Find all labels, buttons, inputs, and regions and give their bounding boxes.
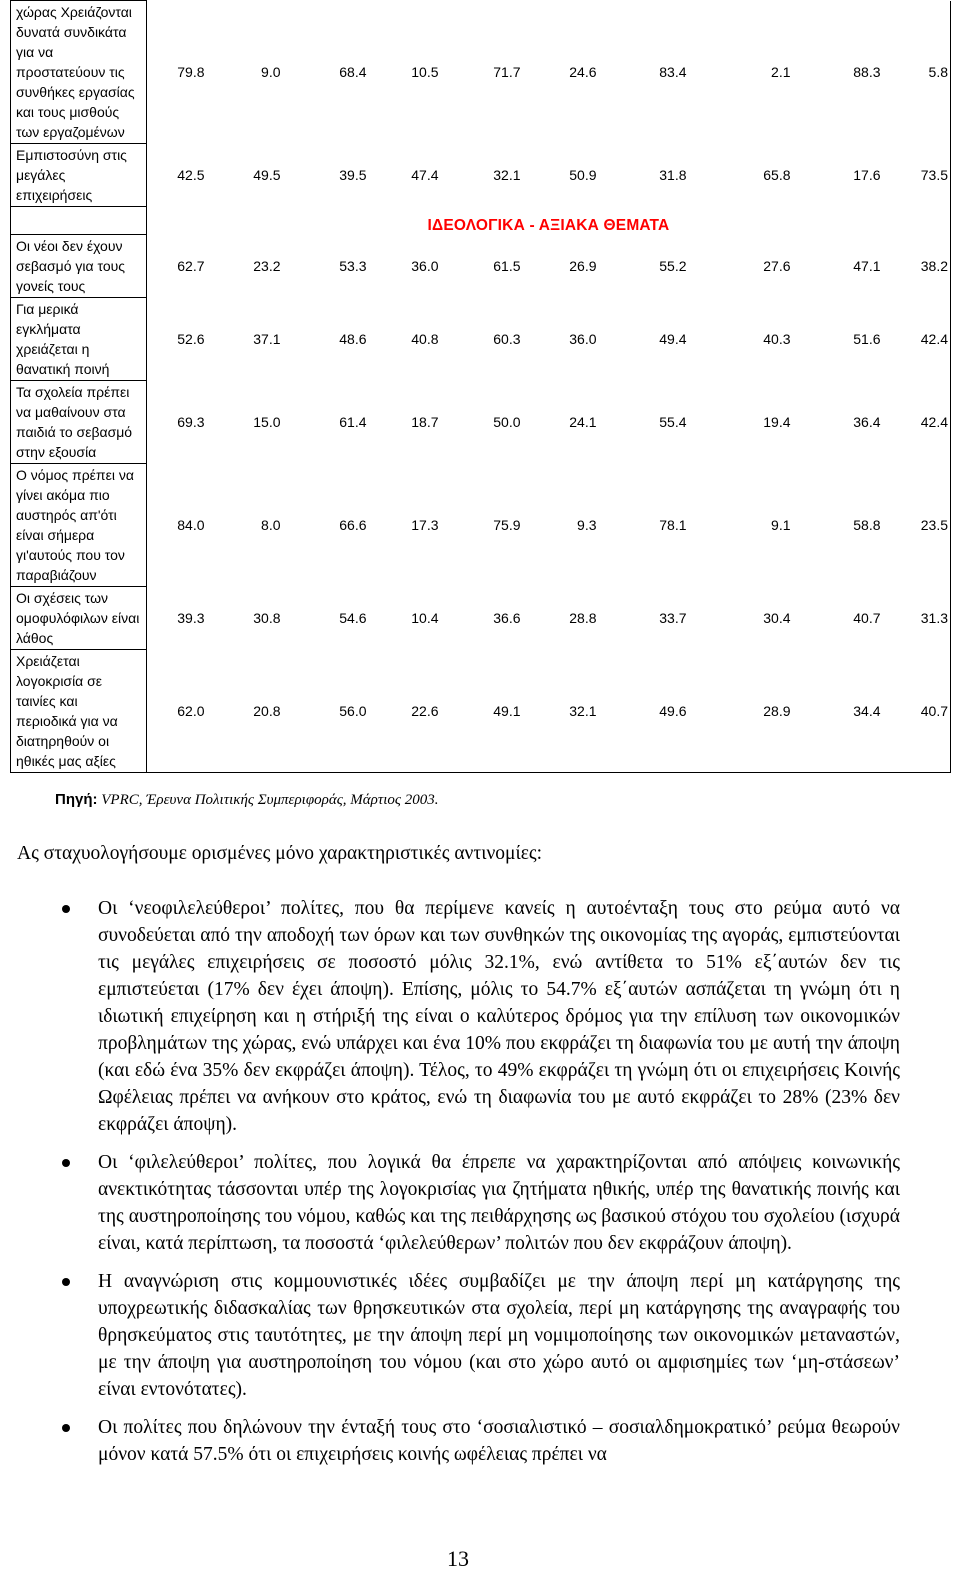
list-item <box>0 895 960 1138</box>
table-cell: 49.1 <box>443 650 525 773</box>
table-cell: 17.6 <box>853 167 881 183</box>
list-item <box>0 1149 960 1257</box>
table-cell: 42.5 <box>177 167 205 183</box>
table-cell: 2.1 <box>771 64 791 80</box>
table-cell: 27.6 <box>763 258 791 274</box>
table-row <box>11 298 951 381</box>
row-label: Για μερικά εγκλήματα χρειάζεται η θανατική ποινή <box>11 298 147 381</box>
table-cell: 71.7 <box>493 64 521 80</box>
table-cell: 5.8 <box>885 1 951 144</box>
table-cell: 69.3 <box>177 414 205 430</box>
table-cell: 32.1 <box>525 650 601 773</box>
table-cell: 62.0 <box>147 650 209 773</box>
table-cell: 61.4 <box>339 414 367 430</box>
table-cell: 10.5 <box>411 64 439 80</box>
table-row <box>11 587 951 650</box>
table-cell: 49.6 <box>601 650 691 773</box>
bullet-list <box>0 895 960 1468</box>
table-row <box>11 144 951 207</box>
table-section <box>11 207 951 235</box>
page-number: 13 <box>447 1546 469 1571</box>
source-colon: : <box>92 791 98 808</box>
table-cell: 40.7 <box>853 610 881 626</box>
table-cell: 47.4 <box>411 167 439 183</box>
table-cell: 30.8 <box>253 610 281 626</box>
table-row <box>11 381 951 464</box>
table-cell: 22.6 <box>371 650 443 773</box>
row-label: Εμπιστοσύνη στις μεγάλες επιχειρήσεις <box>11 144 147 207</box>
table-cell: 53.3 <box>339 258 367 274</box>
table-cell: 26.9 <box>569 258 597 274</box>
table-cell: 52.6 <box>177 331 205 347</box>
table-cell: 50.9 <box>569 167 597 183</box>
table-cell: 9.0 <box>261 64 281 80</box>
table-cell: 40.8 <box>411 331 439 347</box>
table-cell: 58.8 <box>853 517 881 533</box>
table-cell: 19.4 <box>763 414 791 430</box>
bullet-icon <box>62 1424 70 1432</box>
table-cell: 8.0 <box>261 517 281 533</box>
table-cell: 39.5 <box>339 167 367 183</box>
table-cell: 42.4 <box>885 298 951 381</box>
table-cell: 50.0 <box>493 414 521 430</box>
table-cell: 84.0 <box>177 517 205 533</box>
table-cell: 68.4 <box>339 64 367 80</box>
table-cell: 28.8 <box>569 610 597 626</box>
table-cell: 49.4 <box>659 331 687 347</box>
table-cell: 66.6 <box>339 517 367 533</box>
table-cell: 55.2 <box>659 258 687 274</box>
table-cell: 40.3 <box>763 331 791 347</box>
source-text: VPRC, Έρευνα Πολιτικής Συμπεριφοράς, Μάρτιος 2003. <box>97 792 439 808</box>
list-item <box>0 1268 960 1403</box>
table-cell: 9.3 <box>577 517 597 533</box>
table-cell: 15.0 <box>253 414 281 430</box>
table-cell: 83.4 <box>659 64 687 80</box>
table-cell: 47.1 <box>853 258 881 274</box>
table-row <box>11 650 951 773</box>
survey-table-wrapper <box>10 0 950 773</box>
row-label: Τα σχολεία πρέπει να μαθαίνουν στα παιδιά το σεβασμό στην εξουσία <box>11 381 147 464</box>
table-cell: 49.5 <box>253 167 281 183</box>
table-cell: 20.8 <box>209 650 285 773</box>
table-cell: 31.3 <box>885 587 951 650</box>
bullet-text: Η αναγνώριση στις κομμουνιστικές ιδέες συμβαδίζει με την άποψη περί μη κατάργησης της υποχρεωτικής διδασκαλίας των θρησκευτικών στα σχολεία, περί μη κατάργησης της αναγραφής του θρησκεύματος στις ταυτότητες, με την άποψη περί μη νομιμοποίησης των οικονομικών μεταναστών, με την άποψη για αυστηροποίηση του νόμου (και στο χώρο αυτό οι αμφισημίες των ‘μη-στάσεων’ είναι εντονότατες). <box>98 1271 900 1400</box>
survey-table <box>10 0 951 773</box>
row-label: Ο νόμος πρέπει να γίνει ακόμα πιο αυστηρός απ'ότι είναι σήμερα γι'αυτούς που τον παραβιάζουν <box>11 464 147 587</box>
table-cell: 39.3 <box>177 610 205 626</box>
table-cell: 37.1 <box>253 331 281 347</box>
table-cell: 88.3 <box>853 64 881 80</box>
table-cell: 36.6 <box>493 610 521 626</box>
table-cell: 56.0 <box>285 650 371 773</box>
table-cell: 61.5 <box>493 258 521 274</box>
table-cell: 79.8 <box>177 64 205 80</box>
bullet-text: Οι ‘φιλελεύθεροι’ πολίτες, που λογικά θα έπρεπε να χαρακτηρίζονται από απόψεις κοινωνικής ανεκτικότητας τάσσονται υπέρ της λογοκρισίας για ζητήματα ηθικής, υπέρ της θανατικής ποινής και της αυστηροποίησης του νόμου, καθώς και της πειθάρχησης ως βασικού στόχου του σχολείου (ισχυρά είναι, κατά περίπτωση, τα ποσοστά ‘φιλελεύθερων’ πολιτών που δεν εκφράζουν άποψη). <box>98 1152 900 1254</box>
table-cell: 17.3 <box>411 517 439 533</box>
bullet-icon <box>62 905 70 913</box>
table-cell: 51.6 <box>853 331 881 347</box>
table-body-bottom <box>11 235 951 773</box>
row-label: χώρας Χρειάζονται δυνατά συνδικάτα για να προστατεύουν τις συνθήκες εργασίας και τους μισθούς των εργαζομένων <box>11 1 147 144</box>
table-cell: 23.5 <box>885 464 951 587</box>
table-cell: 42.4 <box>885 381 951 464</box>
table-body-top <box>11 1 951 207</box>
bullet-text: Οι ‘νεοφιλελεύθεροι’ πολίτες, που θα περίμενε κανείς η αυτοένταξη τους στο ρεύμα αυτό να συνοδεύεται από την αποδοχή των όρων και των συνθηκών της οικονομίας της αγοράς, εμπιστεύονται τις μεγάλες επιχειρήσεις σε ποσοστό μόλις 32.1%, ενώ αντίθετα το 51% εξ΄αυτών δεν τις εμπιστεύεται (17% δεν έχει άποψη). Επίσης, μόλις το 54.7% εξ΄αυτών ασπάζεται τη γνώμη ότι η ιδιωτική επιχείρηση και η στήριξή της είναι ο καλύτερος δρόμος για την επίλυση των οικονομικών προβλημάτων της χώρας, ενώ υπάρχει και ένα 10% που εκφράζει τη διαφωνία του με αυτή την άποψη (και εδώ ένα 35% δεν εκφράζει άποψη). Τέλος, το 49% εκφράζει τη γνώμη ότι οι επιχειρήσεις Κοινής Ωφέλειας πρέπει να ανήκουν στο κράτος, ενώ τη διαφωνία του με αυτό εκφράζει το 28% (23% δεν εκφράζει άποψη). <box>98 898 900 1135</box>
table-cell: 55.4 <box>659 414 687 430</box>
table-row <box>11 464 951 587</box>
table-cell: 75.9 <box>493 517 521 533</box>
bullet-icon <box>62 1278 70 1286</box>
row-label: Χρειάζεται λογοκρισία σε ταινίες και περιοδικά για να διατηρηθούν οι ηθικές μας αξίες <box>11 650 147 773</box>
table-cell: 32.1 <box>493 167 521 183</box>
table-source <box>55 791 439 809</box>
table-cell: 34.4 <box>795 650 885 773</box>
table-cell: 40.7 <box>885 650 951 773</box>
table-cell: 18.7 <box>411 414 439 430</box>
table-cell: 78.1 <box>659 517 687 533</box>
table-cell: 36.0 <box>569 331 597 347</box>
table-row <box>11 235 951 298</box>
source-label: Πηγή <box>55 791 93 808</box>
table-row <box>11 1 951 144</box>
list-item <box>0 1414 960 1468</box>
row-label: Οι νέοι δεν έχουν σεβασμό για τους γονείς τους <box>11 235 147 298</box>
table-cell: 60.3 <box>493 331 521 347</box>
bullet-icon <box>62 1159 70 1167</box>
table-cell: 10.4 <box>411 610 439 626</box>
bullet-text: Οι πολίτες που δηλώνουν την ένταξή τους στο ‘σοσιαλιστικό – σοσιαλδημοκρατικό’ ρεύμα θεωρούν μόνον κατά 57.5% ότι οι επιχειρήσεις κοινής ωφέλειας πρέπει να <box>98 1417 900 1465</box>
table-cell: 62.7 <box>177 258 205 274</box>
table-cell: 36.0 <box>411 258 439 274</box>
row-label: Οι σχέσεις των ομοφυλόφιλων είναι λάθος <box>11 587 147 650</box>
table-cell: 73.5 <box>885 144 951 207</box>
table-cell: 31.8 <box>659 167 687 183</box>
table-cell: 24.6 <box>569 64 597 80</box>
table-cell: 28.9 <box>691 650 795 773</box>
table-cell: 23.2 <box>253 258 281 274</box>
table-cell: 24.1 <box>569 414 597 430</box>
section-title: ΙΔΕΟΛΟΓΙΚΑ - ΑΞΙΑΚΑ ΘΕΜΑΤΑ <box>147 207 951 235</box>
table-cell: 54.6 <box>339 610 367 626</box>
table-cell: 36.4 <box>853 414 881 430</box>
table-cell: 65.8 <box>763 167 791 183</box>
table-cell: 9.1 <box>771 517 791 533</box>
table-cell: 33.7 <box>659 610 687 626</box>
intro-paragraph: Ας σταχυολογήσουμε ορισμένες μόνο χαρακτηριστικές αντινομίες: <box>17 843 543 864</box>
table-cell: 38.2 <box>885 235 951 298</box>
table-cell: 48.6 <box>339 331 367 347</box>
table-cell: 30.4 <box>763 610 791 626</box>
